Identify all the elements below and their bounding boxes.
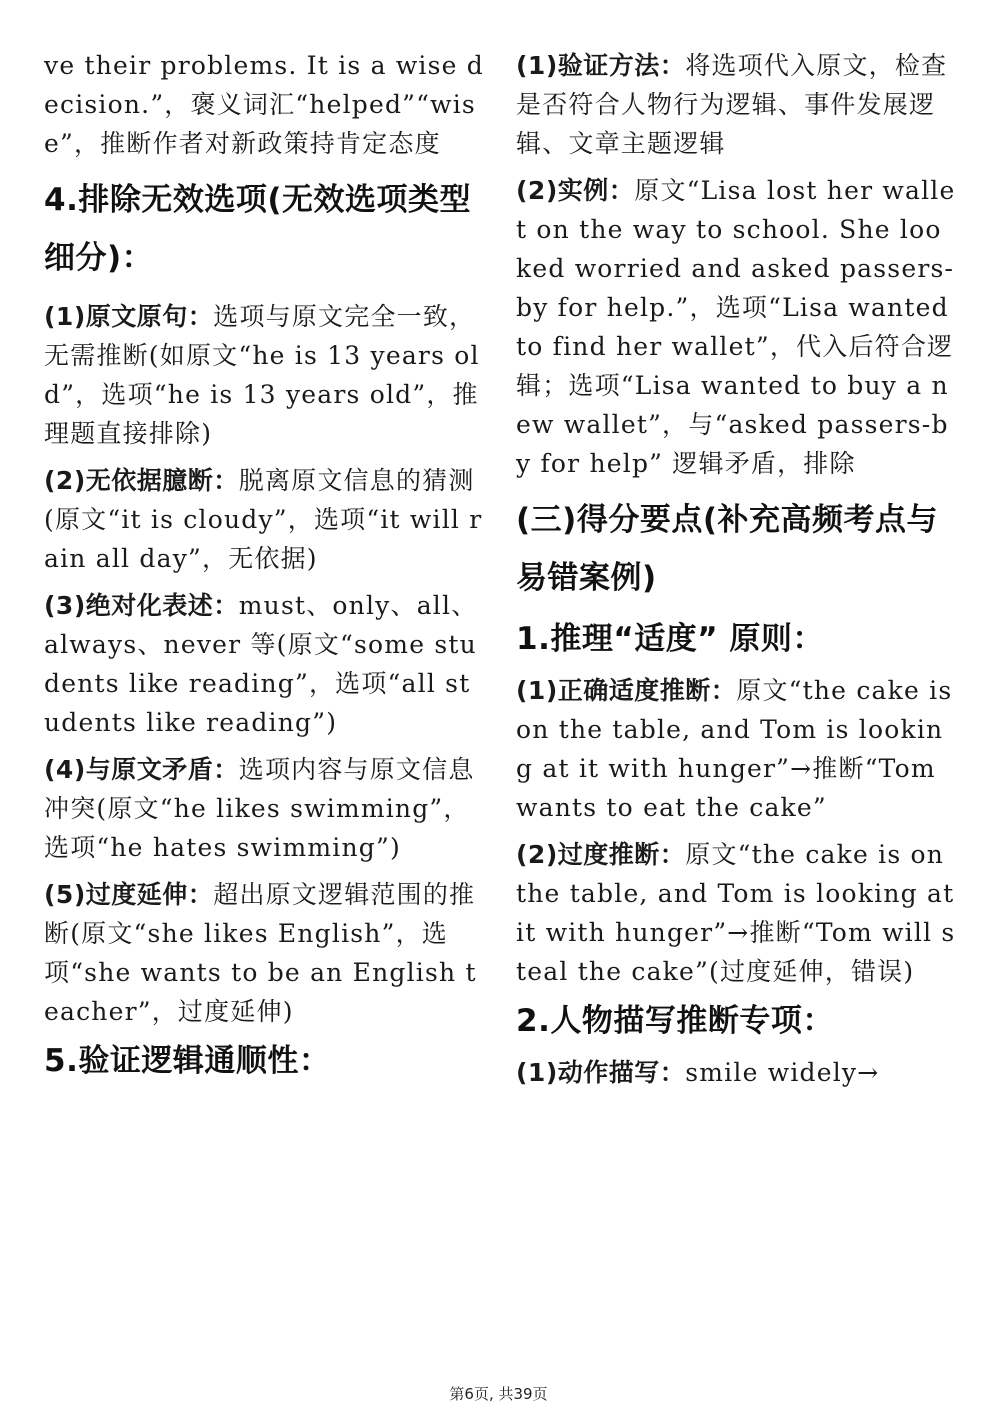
list-item — [516, 835, 956, 991]
item-text: 原文“the cake is on the table, and Tom is looking at it with hunger”→推断“Tom will steal the cake”(过度延伸，错误) — [516, 840, 956, 986]
item-label: (2)过度推断： — [516, 840, 686, 869]
item-label: (2)实例： — [516, 176, 635, 205]
item-text: 选项与原文完全一致，无需推断(如原文“he is 13 years old”，选项“he is 13 years old”，推理题直接排除) — [44, 302, 480, 448]
list-item — [516, 171, 956, 483]
list-item — [44, 750, 484, 867]
item-label: (2)无依据臆断： — [44, 466, 239, 495]
item-text: 原文“the cake is on the table, and Tom is looking at it with hunger”→推断“Tom wants to eat the cake” — [516, 676, 953, 822]
list-item — [44, 461, 484, 578]
item-label: (5)过度延伸： — [44, 880, 214, 909]
item-label: (3)绝对化表述： — [44, 591, 239, 620]
item-label: (1)验证方法： — [516, 51, 686, 80]
item-text: 原文“Lisa lost her wallet on the way to school. She looked worried and asked passers-by for help.”，选项“Lisa wanted to find her wallet”，代入后符合逻辑；选项“Lisa wanted to buy a new wallet”，与“asked passers-by for help” 逻辑矛盾，排除 — [516, 176, 956, 478]
item-text: must、only、all、always、never 等(原文“some students like reading”，选项“all students like reading”) — [44, 591, 478, 737]
list-item — [44, 297, 484, 453]
item-text: 超出原文逻辑范围的推断(原文“she likes English”，选项“she wants to be an English teacher”，过度延伸) — [44, 880, 477, 1026]
list-item — [44, 875, 484, 1031]
list-item — [516, 671, 956, 827]
item-label: (1)正确适度推断： — [516, 676, 737, 705]
item-text: 选项内容与原文信息冲突(原文“he likes swimming”，选项“he hates swimming”) — [44, 755, 475, 862]
list-item — [44, 586, 484, 742]
item-text: smile widely→ — [685, 1058, 880, 1087]
item-text: 将选项代入原文，检查是否符合人物行为逻辑、事件发展逻辑、文章主题逻辑 — [516, 51, 948, 158]
list-item — [516, 46, 956, 163]
heading-scoring-points: (三)得分要点(补充高频考点与易错案例) — [516, 502, 939, 596]
item-label: (4)与原文矛盾： — [44, 755, 239, 784]
heading-moderate-inference: 1.推理“适度” 原则： — [516, 621, 824, 657]
right-column — [516, 46, 956, 1100]
heading-eliminate-invalid-options: 4.排除无效选项(无效选项类型细分)： — [44, 182, 472, 276]
heading-character-description: 2.人物描写推断专项： — [516, 1003, 834, 1039]
list-item — [516, 1053, 956, 1092]
page-number: 第6页, 共39页 — [449, 1385, 548, 1403]
item-label: (1)原文原句： — [44, 302, 214, 331]
heading-verify-logic: 5.验证逻辑通顺性： — [44, 1043, 331, 1079]
item-text: 脱离原文信息的猜测(原文“it is cloudy”，选项“it will rain all day”，无依据) — [44, 466, 483, 573]
intro-paragraph: ve their problems. It is a wise decision.”，褒义词汇“helped”“wise”，推断作者对新政策持肯定态度 — [44, 51, 484, 158]
left-column — [44, 46, 484, 1093]
item-label: (1)动作描写： — [516, 1058, 686, 1087]
